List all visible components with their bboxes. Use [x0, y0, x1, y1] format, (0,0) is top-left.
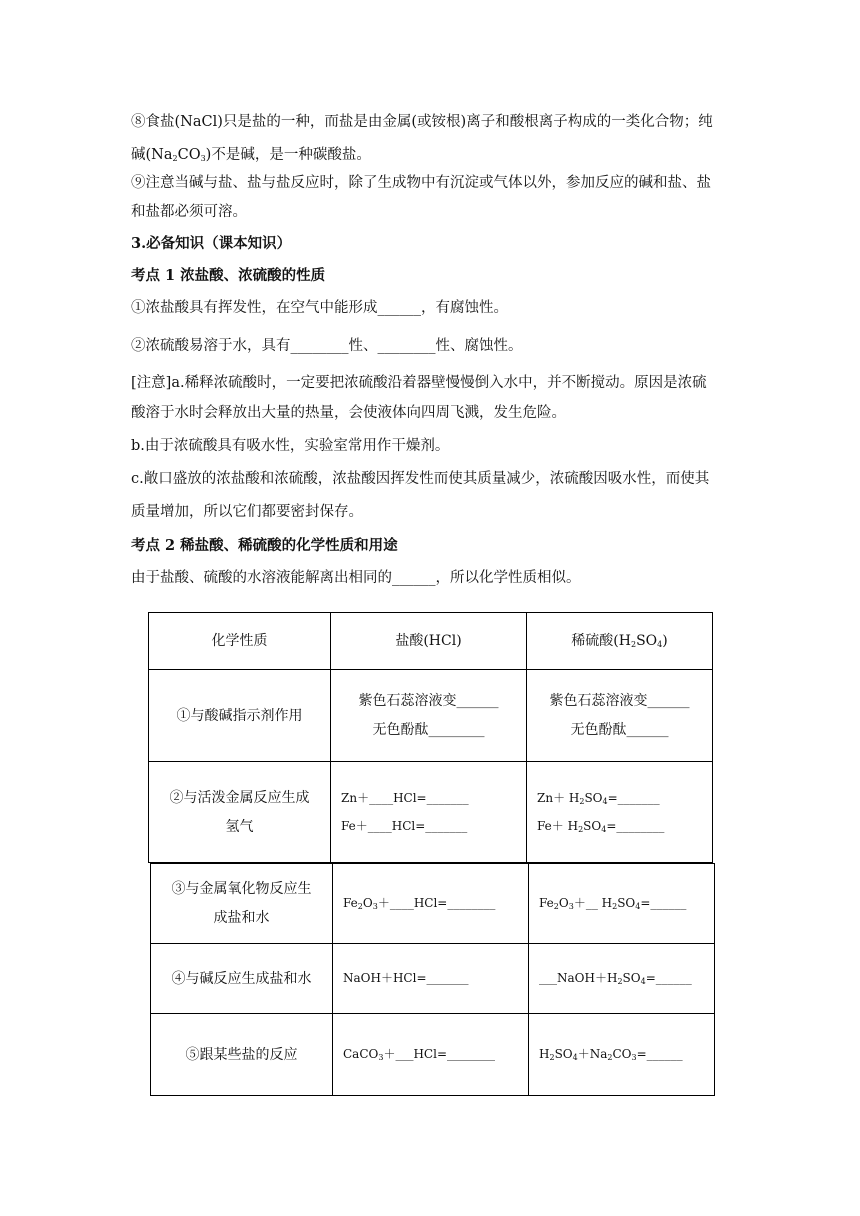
row3-hcl: [333, 864, 529, 944]
subscript: 4: [601, 824, 607, 834]
subscript: 3: [372, 902, 378, 911]
row2-property-line-2: 氢气: [225, 818, 254, 835]
key-point-2-title: 考点 2 稀盐酸、稀硫酸的化学性质和用途: [131, 537, 398, 554]
row1-h2so4-litmus: 紫色石蕊溶液变______: [549, 693, 690, 709]
row2-property-line-1: ②与活泼金属反应生成: [169, 789, 310, 806]
key-point-1-item-2: ②浓硫酸易溶于水，具有________性、________性、腐蚀性。: [131, 338, 523, 354]
text-segment: ＋Na: [577, 1047, 608, 1061]
paragraph-9-line-1: ⑨注意当碱与盐、盐与盐反应时，除了生成物中有沉淀或气体以外，参加反应的碱和盐、盐: [131, 175, 711, 191]
text-segment: O: [558, 896, 569, 910]
subscript: 2: [607, 1053, 613, 1062]
subscript: 3: [378, 1053, 384, 1062]
note-c-line-2: 质量增加，所以它们都要密封保存。: [131, 504, 363, 520]
row4-property: ④与碱反应生成盐和水: [151, 944, 333, 1014]
text-segment: CO: [177, 147, 201, 163]
subscript: 2: [630, 640, 637, 649]
header-h2so4: [527, 613, 713, 670]
table-row: [151, 864, 715, 944]
text-segment: =________: [606, 818, 665, 833]
row2-property: [149, 762, 331, 863]
text-segment: Fe: [343, 896, 358, 910]
row5-hcl: [333, 1014, 529, 1096]
table-row: [151, 944, 715, 1014]
table-header-row: [149, 613, 713, 670]
text-segment: Fe: [539, 896, 554, 910]
subscript: 2: [553, 902, 559, 911]
row4-h2so4: [529, 944, 715, 1014]
text-segment: ___NaOH＋H: [539, 971, 618, 985]
row2-hcl: [331, 762, 527, 863]
row1-h2so4: [527, 670, 713, 762]
text-segment: SO: [622, 971, 641, 985]
key-point-1-title: 考点 1 浓盐酸、浓硫酸的性质: [131, 267, 326, 284]
paragraph-8-line-1: ⑧食盐(NaCl)只是盐的一种，而盐是由金属(或铵根)离子和酸根离子构成的一类化合物；纯: [131, 114, 713, 130]
header-property: 化学性质: [149, 613, 331, 670]
text-segment: Fe＋ H: [537, 818, 579, 833]
text-segment: ): [662, 633, 668, 649]
text-segment: O: [362, 896, 373, 910]
text-segment: CO: [612, 1047, 632, 1061]
subscript: 4: [657, 640, 663, 649]
row2-h2so4-fe: [537, 817, 712, 836]
note-a-line-1: [注意]a.稀释浓硫酸时，一定要把浓硫酸沿着器壁慢慢倒入水中，并不断搅动。原因是浓硫: [131, 375, 707, 391]
note-c-line-1: c.敞口盛放的浓盐酸和浓硫酸，浓盐酸因挥发性而使其质量减少，浓硫酸因吸水性，而使其: [131, 471, 710, 487]
text-segment: SO: [636, 633, 658, 649]
row1-hcl-litmus: 紫色石蕊溶液变______: [358, 693, 499, 709]
subscript: 2: [172, 154, 178, 163]
section-3-heading: 3.必备知识（课本知识）: [131, 235, 292, 252]
subscript: 4: [640, 977, 646, 986]
text-segment: ＋____HCl=________: [377, 896, 496, 910]
subscript: 4: [635, 902, 641, 911]
row5-property: ⑤跟某些盐的反应: [151, 1014, 333, 1096]
row1-hcl: [331, 670, 527, 762]
subscript: 2: [612, 902, 618, 911]
subscript: 2: [357, 902, 363, 911]
text-segment: =______: [640, 896, 687, 910]
subscript: 4: [572, 1053, 578, 1062]
table-row: [151, 1014, 715, 1096]
row4-hcl: NaOH＋HCl=_______: [333, 944, 529, 1014]
subscript: 2: [617, 977, 623, 986]
subscript: 2: [578, 824, 584, 834]
header-hcl: 盐酸(HCl): [331, 613, 527, 670]
subscript: 2: [579, 796, 585, 806]
text-segment: SO: [617, 896, 636, 910]
row1-hcl-phenolphthalein: 无色酚酞________: [372, 722, 485, 738]
row2-h2so4: [527, 762, 713, 863]
text-segment: CaCO: [343, 1047, 379, 1061]
row5-h2so4: [529, 1014, 715, 1096]
row1-h2so4-phenolphthalein: 无色酚酞______: [570, 722, 669, 738]
text-segment: =______: [645, 971, 692, 985]
text-segment: =______: [636, 1047, 683, 1061]
subscript: 3: [631, 1053, 637, 1062]
text-segment: 碱(Na: [131, 147, 173, 163]
text-segment: H: [539, 1047, 550, 1061]
text-segment: SO: [554, 1047, 573, 1061]
text-segment: SO: [583, 818, 602, 833]
key-point-1-item-1: ①浓盐酸具有挥发性，在空气中能形成______，有腐蚀性。: [131, 300, 508, 316]
text-segment: ＋___HCl=________: [383, 1047, 495, 1061]
table-row: [149, 762, 713, 863]
subscript: 4: [602, 796, 608, 806]
key-point-2-intro: 由于盐酸、硫酸的水溶液能解离出相同的______，所以化学性质相似。: [131, 570, 581, 586]
text-segment: SO: [584, 790, 603, 805]
row2-h2so4-zn: [537, 789, 712, 808]
row3-h2so4: [529, 864, 715, 944]
paragraph-8-line-2: [131, 145, 731, 165]
row1-property: ①与酸碱指示剂作用: [149, 670, 331, 762]
text-segment: Zn＋ H: [537, 790, 580, 805]
row3-property: [151, 864, 333, 944]
row2-hcl-fe: Fe＋____HCl=_______: [341, 818, 468, 833]
acid-properties-table-top: [148, 612, 713, 863]
note-a-line-2: 酸溶于水时会释放出大量的热量，会使液体向四周飞溅，发生危险。: [131, 405, 566, 421]
text-segment: ＋__ H: [573, 896, 613, 910]
row3-property-line-2: 成盐和水: [213, 910, 270, 926]
subscript: 2: [549, 1053, 555, 1062]
text-segment: 稀硫酸(H: [571, 633, 631, 649]
paragraph-9-line-2: 和盐都必须可溶。: [131, 204, 247, 220]
subscript: 3: [568, 902, 574, 911]
text-segment: )不是碱，是一种碳酸盐。: [205, 147, 371, 163]
table-row: [149, 670, 713, 762]
note-b: b.由于浓硫酸具有吸水性，实验室常用作干燥剂。: [131, 438, 450, 454]
row3-property-line-1: ③与金属氧化物反应生: [171, 881, 312, 897]
text-segment: =_______: [607, 790, 660, 805]
subscript: 3: [200, 154, 206, 163]
acid-properties-table-bottom: [150, 863, 715, 1096]
row2-hcl-zn: Zn＋____HCl=_______: [341, 790, 469, 805]
